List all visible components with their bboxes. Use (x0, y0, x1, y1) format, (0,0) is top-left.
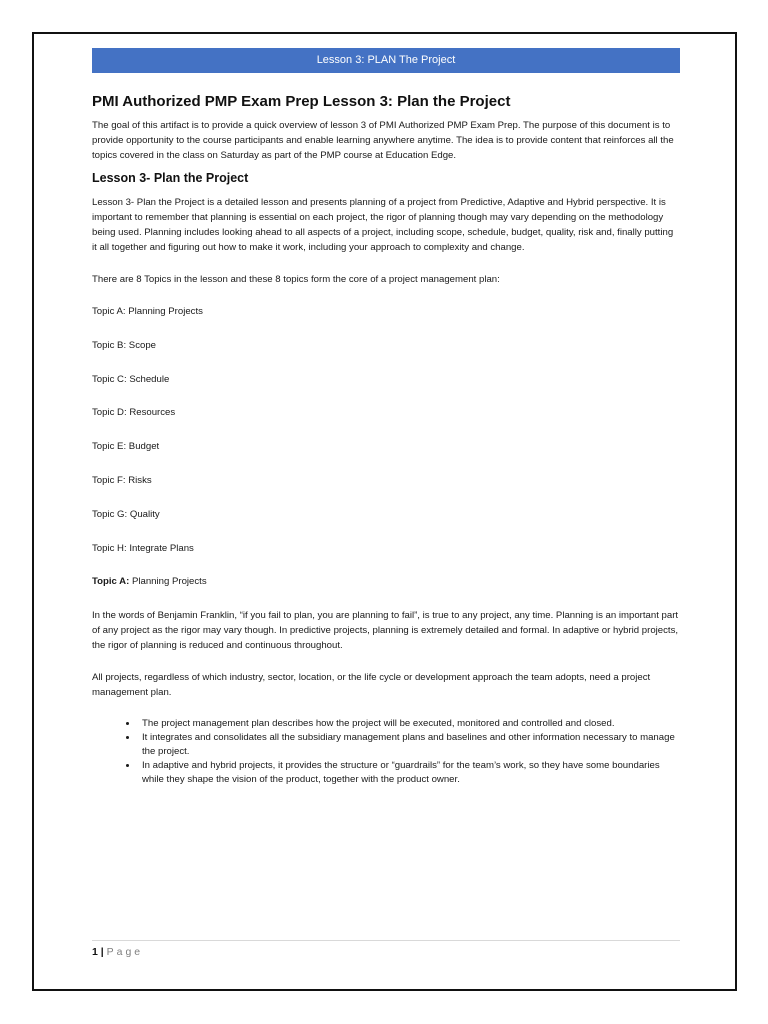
bullet-item: • The project management plan describes how the project will be executed, monitored and controlled and closed. (138, 717, 680, 731)
bullet-item: • It integrates and consolidates all the subsidiary management plans and baselines and other information necessary to manage the project. (138, 731, 680, 759)
topic-item: Topic F: Risks (92, 474, 152, 486)
intro-paragraph: The goal of this artifact is to provide a quick overview of lesson 3 of PMI Authorized PMP Exam Prep. The purpose of this document is to provide opportunity to the course participants and enable learning anywhere anytime. The idea is to provide content that reinforces all the topics covered in the class on Saturday as part of the PMP course at Education Edge. (92, 120, 674, 161)
document-title: PMI Authorized PMP Exam Prep Lesson 3: Plan the Project (92, 93, 511, 110)
topic-item: Topic B: Scope (92, 339, 156, 351)
topic-item: Topic H: Integrate Plans (92, 542, 194, 554)
page-number: 1 (92, 946, 98, 958)
bullet-list (92, 717, 680, 787)
topic-list (92, 304, 680, 589)
topic-a-label: Topic A: (92, 576, 130, 588)
page-content (92, 48, 680, 787)
topic-item: Topic A: Planning Projects (92, 306, 203, 317)
topic-a-title: Planning Projects (129, 576, 207, 588)
topic-item: Topic E: Budget (92, 441, 160, 453)
topics-intro: There are 8 Topics in the lesson and these 8 topics form the core of a project management plan: (92, 274, 500, 285)
page-footer (92, 940, 680, 958)
all-projects-paragraph: All projects, regardless of which industry, sector, location, or the life cycle or development approach the team adopts, need a project management plan. (92, 672, 651, 699)
topic-a-heading (92, 574, 680, 589)
page-header: Lesson 3: PLAN The Project (92, 48, 680, 73)
document-page (32, 32, 737, 991)
bullet-item: • In adaptive and hybrid projects, it provides the structure or “guardrails” for the team’s work, so they have some boundaries while they shape the vision of the product, together with the product owner. (138, 759, 680, 787)
page-label: Page (106, 946, 144, 958)
topic-item: Topic C: Schedule (92, 373, 170, 385)
topic-item: Topic D: Resources (92, 407, 176, 419)
section-paragraph: Lesson 3- Plan the Project is a detailed lesson and presents planning of a project from Predictive, Adaptive and Hybrid perspective. It is important to remember that planning is essential on each project, the rigor of planning though may vary depending on the methodology being used. Planning includes looking ahead to all aspects of a project, including scope, schedule, budget, quality, risk and, finally putting it all together and figuring out how to make it work, including your approach to complexity and change. (92, 197, 674, 253)
page-separator: | (97, 946, 107, 958)
franklin-paragraph: In the words of Benjamin Franklin, “if you fail to plan, you are planning to fail”, is true to any project, any time. Planning is an important part of any project as the rigor may vary though. In predictive projects, planning is extremely detailed and formal. In adaptive or hybrid projects, the rigor of planning is reduced and continuous throughout. (92, 610, 679, 652)
section-heading: Lesson 3- Plan the Project (92, 171, 249, 185)
topic-item: Topic G: Quality (92, 508, 160, 520)
